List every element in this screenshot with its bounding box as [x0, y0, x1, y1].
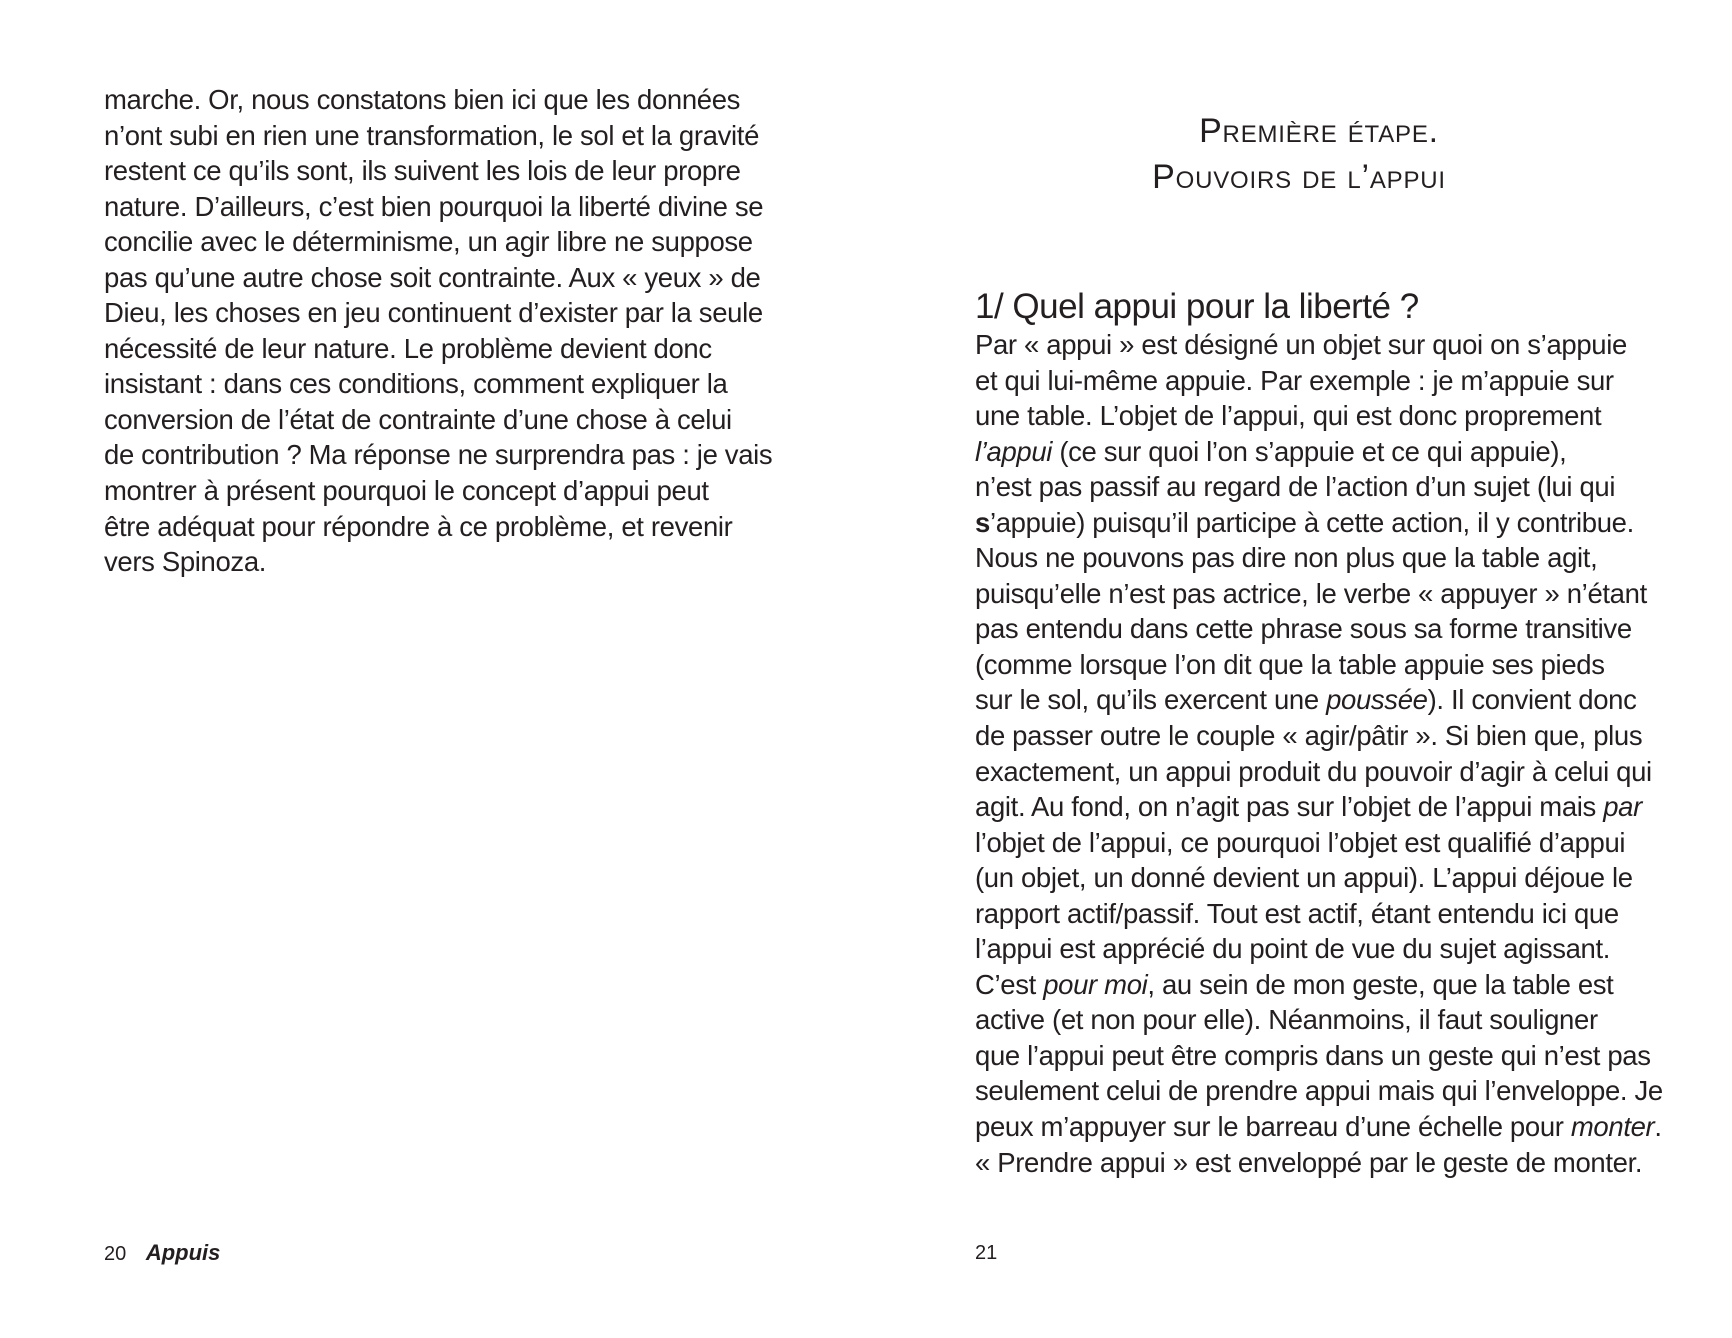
text-line: n’est pas passif au regard de l’action d’un sujet (lui qui	[975, 471, 1616, 503]
text-line: l’appui (ce sur quoi l’on s’appuie et ce qui appuie),	[975, 435, 1567, 467]
section-heading: 1/ Quel appui pour la liberté ?	[975, 287, 1419, 326]
text-line: (un objet, un donné devient un appui). L’appui déjoue le	[975, 862, 1633, 894]
text-line: l’objet de l’appui, ce pourquoi l’objet est qualifié d’appui	[975, 826, 1626, 858]
text-line: être adéquat pour répondre à ce problème, et revenir	[104, 510, 733, 542]
text-line: puisqu’elle n’est pas actrice, le verbe « appuyer » n’étant	[975, 577, 1647, 609]
text-line: « Prendre appui » est enveloppé par le geste de monter.	[975, 1146, 1643, 1178]
text-line: Nous ne pouvons pas dire non plus que la table agit,	[975, 542, 1598, 574]
text-line: exactement, un appui produit du pouvoir d’agir à celui qui	[975, 755, 1652, 787]
text-line: que l’appui peut être compris dans un geste qui n’est pas	[975, 1039, 1651, 1071]
text-line: nature. D’ailleurs, c’est bien pourquoi la liberté divine se	[104, 190, 764, 222]
text-line: Dieu, les choses en jeu continuent d’exister par la seule	[104, 297, 763, 329]
text-line: pas entendu dans cette phrase sous sa forme transitive	[975, 613, 1632, 645]
left-page-body	[104, 82, 772, 580]
text-line: marche. Or, nous constatons bien ici que les données	[104, 84, 741, 115]
left-folio	[104, 1241, 220, 1266]
chapter-title-line-2: Pouvoirs de l’appui	[1152, 158, 1446, 196]
text-line: sur le sol, qu’ils exercent une poussée). Il convient donc	[975, 684, 1637, 716]
running-head: Appuis	[145, 1240, 221, 1265]
text-line: Par « appui » est désigné un objet sur quoi on s’appuie	[975, 329, 1627, 360]
text-line: concilie avec le déterminisme, un agir libre ne suppose	[104, 226, 753, 258]
chapter-title	[866, 108, 1732, 200]
text-line: rapport actif/passif. Tout est actif, étant entendu ici que	[975, 897, 1619, 929]
text-line: restent ce qu’ils sont, ils suivent les lois de leur propre	[104, 155, 741, 187]
page-number: 21	[975, 1242, 998, 1264]
text-line: peux m’appuyer sur le barreau d’une échelle pour monter.	[975, 1111, 1662, 1143]
right-page-body	[975, 327, 1663, 1180]
chapter-title-line-1: Première étape.	[1199, 112, 1439, 150]
page-number: 20	[104, 1243, 127, 1265]
text-line: (comme lorsque l’on dit que la table appuie ses pieds	[975, 648, 1605, 680]
text-line: une table. L’objet de l’appui, qui est donc proprement	[975, 400, 1602, 432]
text-line: conversion de l’état de contrainte d’une chose à celui	[104, 403, 732, 435]
text-line: de passer outre le couple « agir/pâtir ». Si bien que, plus	[975, 720, 1643, 752]
text-line: vers Spinoza.	[104, 546, 267, 578]
text-line: pas qu’une autre chose soit contrainte. Aux « yeux » de	[104, 261, 761, 293]
text-line: montrer à présent pourquoi le concept d’appui peut	[104, 475, 709, 507]
text-line: C’est pour moi, au sein de mon geste, que la table est	[975, 968, 1614, 1000]
text-line: seulement celui de prendre appui mais qui l’enveloppe. Je	[975, 1075, 1663, 1107]
text-line: agit. Au fond, on n’agit pas sur l’objet de l’appui mais par	[975, 791, 1642, 823]
text-line: de contribution ? Ma réponse ne surprendra pas : je vais	[104, 439, 773, 471]
right-page	[866, 0, 1732, 1338]
text-line: s’appuie) puisqu’il participe à cette action, il y contribue.	[975, 506, 1634, 538]
text-line: active (et non pour elle). Néanmoins, il faut souligner	[975, 1004, 1598, 1036]
text-line: nécessité de leur nature. Le problème devient donc	[104, 332, 712, 364]
text-line: n’ont subi en rien une transformation, le sol et la gravité	[104, 119, 760, 151]
text-line: insistant : dans ces conditions, comment expliquer la	[104, 368, 728, 400]
text-line: et qui lui-même appuie. Par exemple : je m’appuie sur	[975, 364, 1614, 396]
text-line: l’appui est apprécié du point de vue du sujet agissant.	[975, 933, 1611, 965]
right-folio	[975, 1241, 997, 1265]
